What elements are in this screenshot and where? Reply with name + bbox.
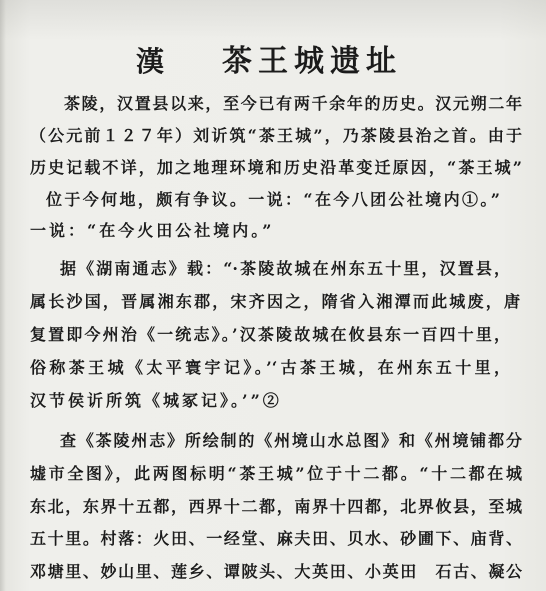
text-line: 位于今何地，颇有争议。一说：“在今八团公社境内①。” — [46, 190, 500, 209]
text-line: 属长沙国，晋属湘东郡，宋齐因之，隋省入湘潭而此城废，唐 — [30, 292, 520, 311]
title-dynasty: 漢 — [136, 45, 165, 78]
text-line: 东北，东界十五都，西界十二都，南界十四都，北界攸县，至城 — [30, 497, 522, 516]
text-line: 茶陵，汉置县以来，至今已有两千余年的历史。汉元朔二年 — [64, 94, 522, 113]
text-line: 墟市全图》，此两图标明“茶王城”位于十二都。“十二都在城 — [30, 464, 522, 483]
text-line: 历史记载不详，加之地理环境和历史沿革变迁原因，“茶王城” — [30, 158, 522, 177]
text-line: 俗称茶王城《太平寰宇记》。’‘古茶王城，在州东五十里， — [30, 358, 510, 377]
text-line: 邓塘里、妙山里、莲乡、谭陂头、大英田、小英田 石古、凝公 — [30, 562, 522, 581]
text-line: 一说：“在今火田公社境内。” — [30, 221, 275, 240]
page-title: 茶王城遗址 — [222, 44, 402, 79]
text-line: 五十里。村落：火田、一经堂、麻夫田、贝水、砂圃下、庙背、 — [30, 529, 522, 548]
text-line: （公元前１２７年）刘䜣筑“茶王城”，乃茶陵县治之首。由于 — [30, 126, 522, 145]
title-row — [0, 42, 546, 82]
text-line: 查《茶陵州志》所绘制的《州境山水总图》和《州境铺都分 — [60, 431, 522, 450]
text-line: 汉节侯䜣所筑《城冢记》。’”② — [30, 391, 282, 410]
paper-bleed-through — [0, 0, 546, 40]
text-line: 复置即今州治《一统志》。’汉茶陵故城在攸县东一百四十里， — [30, 325, 510, 344]
text-line: 据《湖南通志》载：“·茶陵故城在州东五十里，汉置县， — [60, 259, 510, 278]
